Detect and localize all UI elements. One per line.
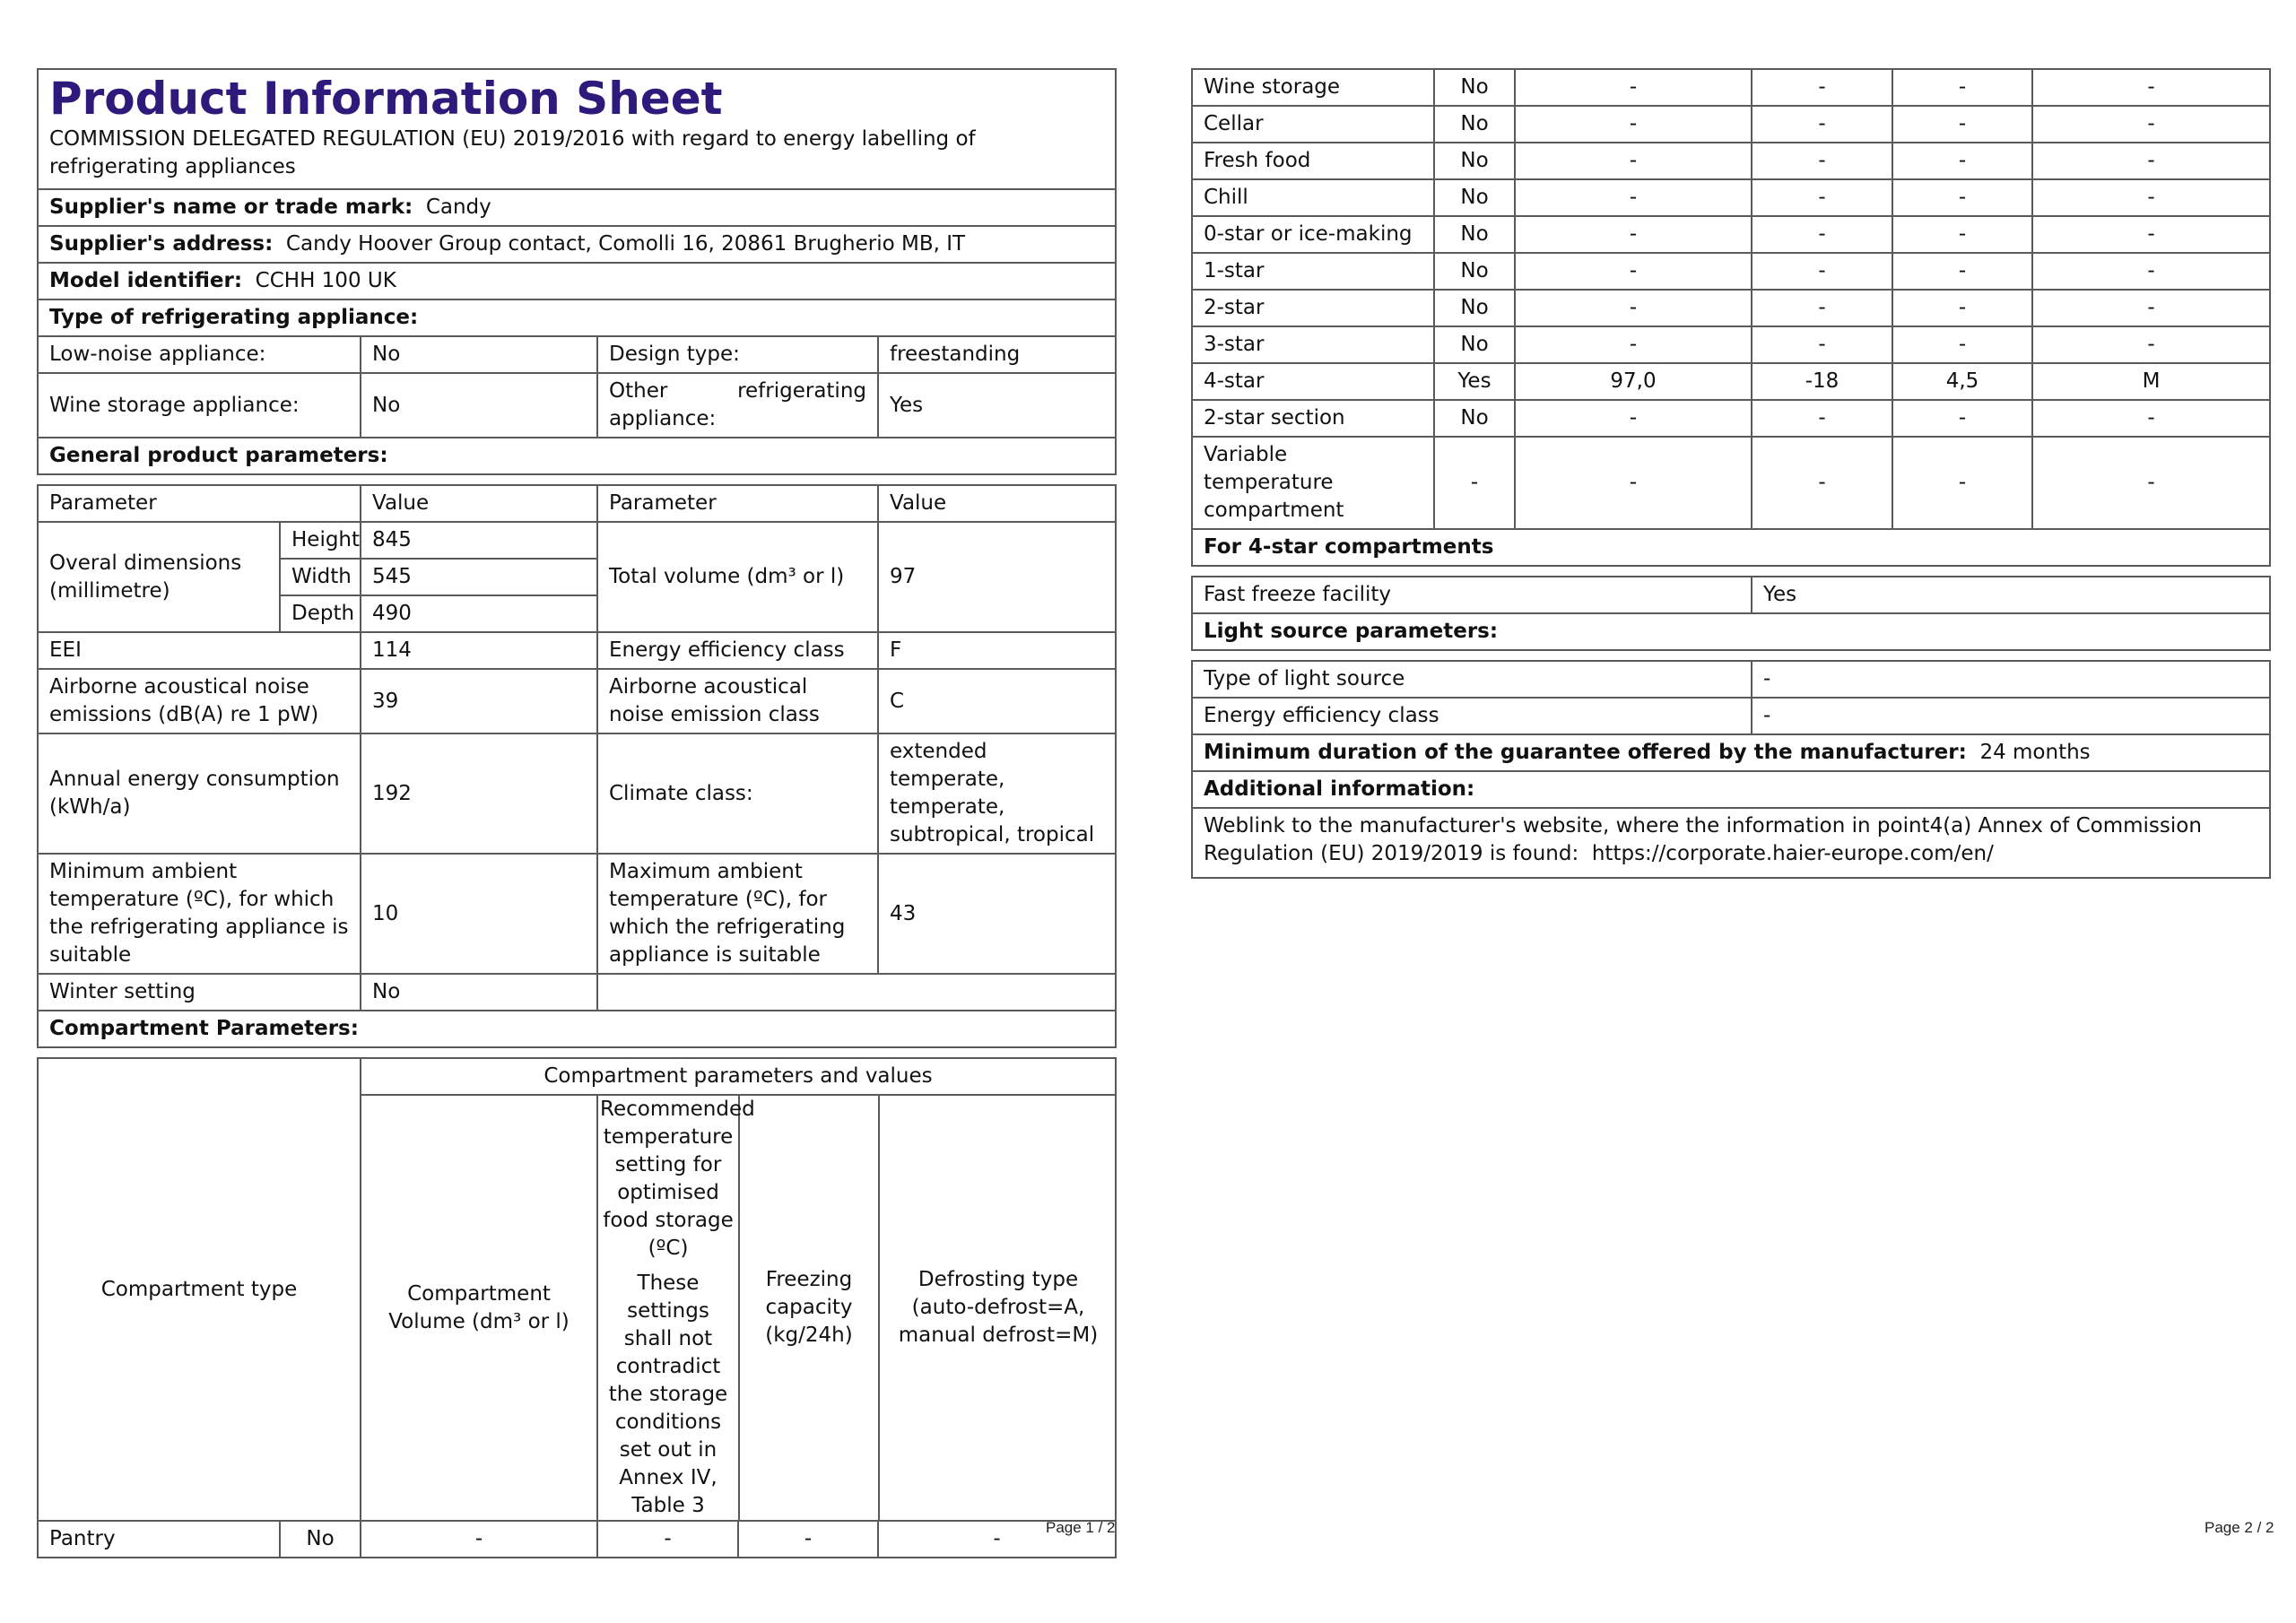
compartment-temp-cell: -18 — [1752, 363, 1892, 400]
compartment-freezing-cell: - — [1892, 290, 2032, 326]
compartment-volume-cell: - — [1515, 437, 1752, 529]
annual-energy-label: Annual energy consumption (kWh/a) — [38, 733, 361, 854]
col-parameter-1: Parameter — [38, 485, 361, 522]
climate-class-value: extended temperate, temperate, subtropical, tropical — [878, 733, 1116, 854]
weblink-url[interactable]: https://corporate.haier-europe.com/en/ — [1591, 842, 1994, 865]
pantry-name: Pantry — [38, 1521, 280, 1558]
supplier-name-label: Supplier's name or trade mark: — [49, 195, 413, 219]
comp-volume-header: Compartment Volume (dm³ or l) — [361, 1095, 597, 1521]
pantry-defrost: - — [878, 1521, 1116, 1558]
height-value: 845 — [361, 522, 597, 559]
table-row — [1192, 179, 2270, 216]
energy-class-label: Energy efficiency class — [597, 632, 878, 669]
compartment-temp-cell: - — [1752, 290, 1892, 326]
weblink-text: Weblink to the manufacturer's website, where the information in point4(a) Annex of Commission Regulation (EU) 2019/2019 is found: — [1204, 814, 2202, 865]
compartment-name-cell: Wine storage — [1192, 69, 1434, 106]
compartment-present-cell: No — [1434, 253, 1515, 290]
compartment-defrost-cell: - — [2032, 326, 2270, 363]
light-type-label: Type of light source — [1192, 661, 1752, 698]
compartment-freezing-cell: - — [1892, 216, 2032, 253]
compartment-freezing-cell: - — [1892, 106, 2032, 143]
page-number-2: Page 2 / 2 — [2205, 1519, 2274, 1536]
compartment-volume-cell: - — [1515, 179, 1752, 216]
table-row — [1192, 326, 2270, 363]
model-row — [38, 263, 1116, 299]
compartment-defrost-cell: - — [2032, 69, 2270, 106]
compartment-defrost-cell: - — [2032, 400, 2270, 437]
table-row — [1192, 143, 2270, 179]
other-appliance-value: Yes — [878, 373, 1116, 438]
supplier-address-value: Candy Hoover Group contact, Comolli 16, 20861 Brugherio MB, IT — [285, 232, 966, 256]
compartment-defrost-cell: - — [2032, 179, 2270, 216]
width-value: 545 — [361, 559, 597, 595]
empty-cell — [597, 974, 1116, 1011]
compartment-present-cell: No — [1434, 290, 1515, 326]
defrost-header: Defrosting type (auto-defrost=A, manual defrost=M) — [879, 1096, 1117, 1520]
compartment-present-cell: No — [1434, 326, 1515, 363]
pantry-freezing: - — [738, 1521, 878, 1558]
other-appliance-label: Other refrigerating appliance: — [597, 373, 878, 438]
compartment-freezing-cell: - — [1892, 326, 2032, 363]
max-temp-value: 43 — [878, 854, 1116, 974]
freezing-header: Freezing capacity (kg/24h) — [739, 1096, 879, 1520]
guarantee-row — [1192, 734, 2270, 771]
col-parameter-2: Parameter — [597, 485, 878, 522]
design-type-value: freestanding — [878, 336, 1116, 373]
wine-storage-value: No — [361, 373, 597, 438]
noise-class-label: Airborne acoustical noise emission class — [597, 669, 878, 733]
col-value-2: Value — [878, 485, 1116, 522]
compartment-name-cell: Cellar — [1192, 106, 1434, 143]
compartment-defrost-cell: - — [2032, 437, 2270, 529]
dimensions-label: Overal dimensions (millimetre) — [38, 522, 280, 632]
annual-energy-value: 192 — [361, 733, 597, 854]
compartment-temp-cell: - — [1752, 400, 1892, 437]
page-1 — [37, 68, 1117, 1558]
guarantee-label: Minimum duration of the guarantee offered by the manufacturer: — [1204, 741, 1967, 764]
regulation-text: COMMISSION DELEGATED REGULATION (EU) 2019/2016 with regard to energy labelling of refrigerating appliances — [49, 127, 976, 178]
compartment-volume-cell: - — [1515, 216, 1752, 253]
table-row — [1192, 290, 2270, 326]
height-label: Height — [280, 522, 361, 559]
eei-value: 114 — [361, 632, 597, 669]
page-2 — [1191, 68, 2271, 879]
rec-temp-title: Recommended temperature setting for optimised food storage (ºC) — [600, 1098, 755, 1260]
light-type-value: - — [1752, 661, 2270, 698]
pantry-volume: - — [361, 1521, 597, 1558]
rec-temp-note: These settings shall not contradict the storage conditions set out in Annex IV, Table 3 — [608, 1271, 728, 1517]
table-row — [1192, 363, 2270, 400]
low-noise-label: Low-noise appliance: — [38, 336, 361, 373]
compartment-freezing-cell: - — [1892, 69, 2032, 106]
compartment-present-cell: No — [1434, 179, 1515, 216]
max-temp-label: Maximum ambient temperature (ºC), for which the refrigerating appliance is suitable — [597, 854, 878, 974]
compartment-temp-cell: - — [1752, 253, 1892, 290]
width-label: Width — [280, 559, 361, 595]
supplier-name-row — [38, 189, 1116, 226]
compartment-name-cell: 3-star — [1192, 326, 1434, 363]
weblink-row — [1192, 808, 2270, 878]
model-label: Model identifier: — [49, 269, 243, 292]
eei-label: EEI — [38, 632, 361, 669]
supplier-address-row — [38, 226, 1116, 263]
appliance-type-label: Type of refrigerating appliance: — [38, 299, 1116, 336]
col-value-1: Value — [361, 485, 597, 522]
compartment-temp-cell: - — [1752, 216, 1892, 253]
compartment-defrost-cell: - — [2032, 253, 2270, 290]
compartment-freezing-cell: 4,5 — [1892, 363, 2032, 400]
additional-info-label: Additional information: — [1192, 771, 2270, 808]
compartment-type-header: Compartment type — [38, 1058, 361, 1521]
compartment-name-cell: 2-star — [1192, 290, 1434, 326]
compartment-name-cell: Fresh food — [1192, 143, 1434, 179]
design-type-label: Design type: — [597, 336, 878, 373]
compartment-present-cell: No — [1434, 106, 1515, 143]
fast-freeze-value: Yes — [1752, 577, 2270, 613]
compartment-name-cell: 4-star — [1192, 363, 1434, 400]
total-volume-label: Total volume (dm³ or l) — [597, 522, 878, 632]
compartment-volume-cell: - — [1515, 290, 1752, 326]
noise-class-value: C — [878, 669, 1116, 733]
climate-class-label: Climate class: — [597, 733, 878, 854]
compartment-freezing-cell: - — [1892, 179, 2032, 216]
compartment-volume-cell: 97,0 — [1515, 363, 1752, 400]
compartment-present-cell: - — [1434, 437, 1515, 529]
pantry-present: No — [280, 1521, 361, 1558]
min-temp-label: Minimum ambient temperature (ºC), for which the refrigerating appliance is suitable — [38, 854, 361, 974]
compartment-defrost-cell: - — [2032, 216, 2270, 253]
compartment-defrost-cell: - — [2032, 106, 2270, 143]
sub-header-table — [598, 1096, 1117, 1520]
table-row — [1192, 437, 2270, 529]
compartment-volume-cell: - — [1515, 253, 1752, 290]
compartment-table — [1191, 68, 2271, 879]
depth-value: 490 — [361, 595, 597, 632]
compartment-name-cell: 0-star or ice-making — [1192, 216, 1434, 253]
table-row — [1192, 216, 2270, 253]
light-class-value: - — [1752, 698, 2270, 734]
compartment-temp-cell: - — [1752, 143, 1892, 179]
page-number-1: Page 1 / 2 — [1046, 1519, 1116, 1536]
table-row — [1192, 69, 2270, 106]
compartment-name-cell: 2-star section — [1192, 400, 1434, 437]
product-information-table — [37, 68, 1117, 1558]
rec-temp-header — [598, 1096, 755, 1520]
low-noise-value: No — [361, 336, 597, 373]
compartment-freezing-cell: - — [1892, 143, 2032, 179]
compartment-defrost-cell: M — [2032, 363, 2270, 400]
compartment-present-cell: No — [1434, 216, 1515, 253]
table-row — [38, 1521, 1116, 1558]
page-title: Product Information Sheet — [49, 73, 723, 125]
compartment-defrost-cell: - — [2032, 143, 2270, 179]
supplier-name-value: Candy — [425, 195, 491, 219]
table-row — [1192, 400, 2270, 437]
pantry-temp: - — [597, 1521, 738, 1558]
compartment-volume-cell: - — [1515, 143, 1752, 179]
winter-setting-label: Winter setting — [38, 974, 361, 1011]
compartment-volume-cell: - — [1515, 69, 1752, 106]
depth-label: Depth — [280, 595, 361, 632]
compartment-present-cell: Yes — [1434, 363, 1515, 400]
sub-header-group — [597, 1095, 1116, 1521]
compartment-volume-cell: - — [1515, 106, 1752, 143]
compartment-temp-cell: - — [1752, 106, 1892, 143]
compartment-freezing-cell: - — [1892, 253, 2032, 290]
compartment-present-cell: No — [1434, 400, 1515, 437]
wine-storage-label: Wine storage appliance: — [38, 373, 361, 438]
compartment-temp-cell: - — [1752, 69, 1892, 106]
compartment-name-cell: 1-star — [1192, 253, 1434, 290]
compartment-present-cell: No — [1434, 69, 1515, 106]
total-volume-value: 97 — [878, 522, 1116, 632]
header-cell — [38, 69, 1116, 189]
compartment-freezing-cell: - — [1892, 400, 2032, 437]
min-temp-value: 10 — [361, 854, 597, 974]
compartment-name-cell: Variable temperature compartment — [1192, 437, 1434, 529]
supplier-address-label: Supplier's address: — [49, 232, 274, 256]
fast-freeze-label: Fast freeze facility — [1192, 577, 1752, 613]
winter-setting-value: No — [361, 974, 597, 1011]
compartment-temp-cell: - — [1752, 179, 1892, 216]
compartment-temp-cell: - — [1752, 437, 1892, 529]
compartment-volume-cell: - — [1515, 400, 1752, 437]
compartment-freezing-cell: - — [1892, 437, 2032, 529]
model-value: CCHH 100 UK — [255, 269, 396, 292]
compartment-temp-cell: - — [1752, 326, 1892, 363]
four-star-label: For 4-star compartments — [1192, 529, 2270, 566]
light-class-label: Energy efficiency class — [1192, 698, 1752, 734]
table-row — [1192, 253, 2270, 290]
energy-class-value: F — [878, 632, 1116, 669]
general-parameters-label: General product parameters: — [38, 438, 1116, 474]
compartment-parameters-label: Compartment Parameters: — [38, 1011, 1116, 1047]
noise-label: Airborne acoustical noise emissions (dB(A) re 1 pW) — [38, 669, 361, 733]
compartment-volume-cell: - — [1515, 326, 1752, 363]
compartment-name-cell: Chill — [1192, 179, 1434, 216]
noise-value: 39 — [361, 669, 597, 733]
compartment-defrost-cell: - — [2032, 290, 2270, 326]
light-source-label: Light source parameters: — [1192, 613, 2270, 650]
table-row — [1192, 106, 2270, 143]
compartment-values-header: Compartment parameters and values — [361, 1058, 1116, 1095]
compartment-present-cell: No — [1434, 143, 1515, 179]
guarantee-value: 24 months — [1979, 741, 2091, 764]
